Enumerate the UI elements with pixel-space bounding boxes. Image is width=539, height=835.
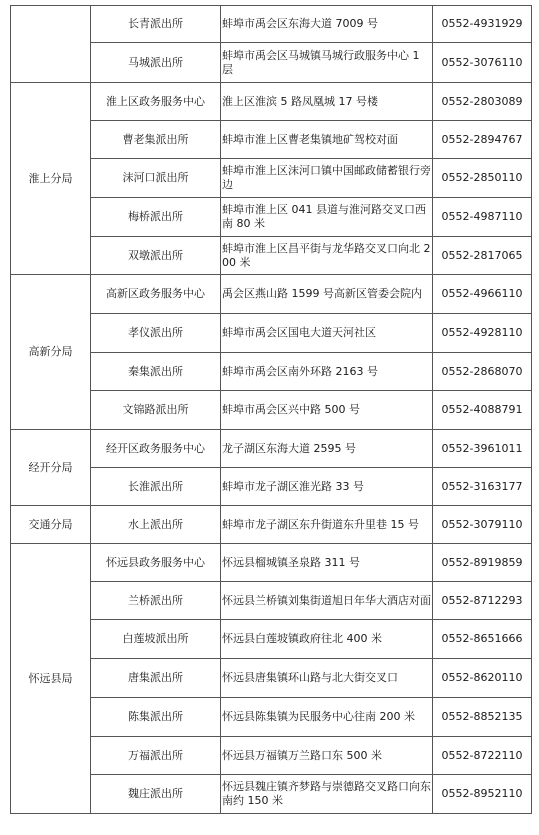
phone-cell: 0552-3163177 (433, 468, 532, 506)
station-name-cell: 长青派出所 (91, 6, 221, 43)
table-row (11, 544, 532, 582)
police-station-table (10, 5, 532, 814)
address-cell: 蚌埠市禹会区兴中路 500 号 (221, 391, 433, 430)
phone-cell: 0552-2850110 (433, 159, 532, 198)
address-cell: 蚌埠市禹会区国电大道天河社区 (221, 314, 433, 353)
station-name-cell: 孝仪派出所 (91, 314, 221, 353)
station-name-cell: 经开区政务服务中心 (91, 430, 221, 468)
address-cell: 蚌埠市龙子湖区东升街道东升里巷 15 号 (221, 506, 433, 544)
district-cell: 经开分局 (11, 430, 91, 506)
phone-cell: 0552-2894767 (433, 121, 532, 159)
phone-cell: 0552-3076110 (433, 43, 532, 83)
address-cell: 蚌埠市禹会区南外环路 2163 号 (221, 353, 433, 391)
address-cell: 怀远县魏庄镇齐梦路与崇德路交叉路口向东南约 150 米 (221, 775, 433, 814)
phone-cell: 0552-4931929 (433, 6, 532, 43)
station-name-cell: 怀远县政务服务中心 (91, 544, 221, 582)
address-cell: 怀远县万福镇万兰路口东 500 米 (221, 737, 433, 775)
phone-cell: 0552-8852135 (433, 698, 532, 737)
phone-cell: 0552-8620110 (433, 659, 532, 698)
district-cell: 交通分局 (11, 506, 91, 544)
district-cell: 高新分局 (11, 275, 91, 430)
address-cell: 蚌埠市禹会区马城镇马城行政服务中心 1 层 (221, 43, 433, 83)
phone-cell: 0552-8722110 (433, 737, 532, 775)
address-cell: 龙子湖区东海大道 2595 号 (221, 430, 433, 468)
address-cell: 淮上区淮滨 5 路凤凰城 17 号楼 (221, 83, 433, 121)
table-body (11, 6, 532, 814)
address-cell: 蚌埠市淮上区沫河口镇中国邮政储蓄银行旁边 (221, 159, 433, 198)
address-cell: 禹会区燕山路 1599 号高新区管委会院内 (221, 275, 433, 314)
station-name-cell: 沫河口派出所 (91, 159, 221, 198)
phone-cell: 0552-3961011 (433, 430, 532, 468)
address-cell: 蚌埠市禹会区东海大道 7009 号 (221, 6, 433, 43)
station-name-cell: 魏庄派出所 (91, 775, 221, 814)
address-cell: 蚌埠市淮上区曹老集镇地矿驾校对面 (221, 121, 433, 159)
address-cell: 蚌埠市龙子湖区淮光路 33 号 (221, 468, 433, 506)
phone-cell: 0552-8651666 (433, 620, 532, 659)
table-row (11, 506, 532, 544)
phone-cell: 0552-8919859 (433, 544, 532, 582)
station-name-cell: 兰桥派出所 (91, 582, 221, 620)
phone-cell: 0552-4088791 (433, 391, 532, 430)
district-cell: 淮上分局 (11, 83, 91, 275)
station-name-cell: 梅桥派出所 (91, 198, 221, 237)
address-cell: 怀远县白莲坡镇政府往北 400 米 (221, 620, 433, 659)
table-row (11, 275, 532, 314)
phone-cell: 0552-8712293 (433, 582, 532, 620)
table-row (11, 430, 532, 468)
phone-cell: 0552-2817065 (433, 237, 532, 275)
address-cell: 怀远县唐集镇环山路与北大街交叉口 (221, 659, 433, 698)
station-name-cell: 长淮派出所 (91, 468, 221, 506)
station-name-cell: 水上派出所 (91, 506, 221, 544)
table-row (11, 6, 532, 43)
station-name-cell: 双墩派出所 (91, 237, 221, 275)
address-cell: 怀远县榴城镇圣泉路 311 号 (221, 544, 433, 582)
phone-cell: 0552-8952110 (433, 775, 532, 814)
station-name-cell: 高新区政务服务中心 (91, 275, 221, 314)
phone-cell: 0552-4966110 (433, 275, 532, 314)
phone-cell: 0552-4987110 (433, 198, 532, 237)
station-name-cell: 秦集派出所 (91, 353, 221, 391)
district-cell (11, 6, 91, 83)
phone-cell: 0552-2868070 (433, 353, 532, 391)
station-name-cell: 曹老集派出所 (91, 121, 221, 159)
station-name-cell: 唐集派出所 (91, 659, 221, 698)
station-name-cell: 陈集派出所 (91, 698, 221, 737)
address-cell: 怀远县兰桥镇刘集街道旭日年华大酒店对面 (221, 582, 433, 620)
phone-cell: 0552-4928110 (433, 314, 532, 353)
station-name-cell: 万福派出所 (91, 737, 221, 775)
station-name-cell: 马城派出所 (91, 43, 221, 83)
station-name-cell: 文锦路派出所 (91, 391, 221, 430)
phone-cell: 0552-3079110 (433, 506, 532, 544)
address-cell: 蚌埠市淮上区昌平街与龙华路交叉口向北 200 米 (221, 237, 433, 275)
address-cell: 怀远县陈集镇为民服务中心往南 200 米 (221, 698, 433, 737)
station-name-cell: 淮上区政务服务中心 (91, 83, 221, 121)
district-cell: 怀远县局 (11, 544, 91, 814)
table-row (11, 83, 532, 121)
address-cell: 蚌埠市淮上区 041 县道与淮河路交叉口西南 80 米 (221, 198, 433, 237)
phone-cell: 0552-2803089 (433, 83, 532, 121)
station-name-cell: 白莲坡派出所 (91, 620, 221, 659)
